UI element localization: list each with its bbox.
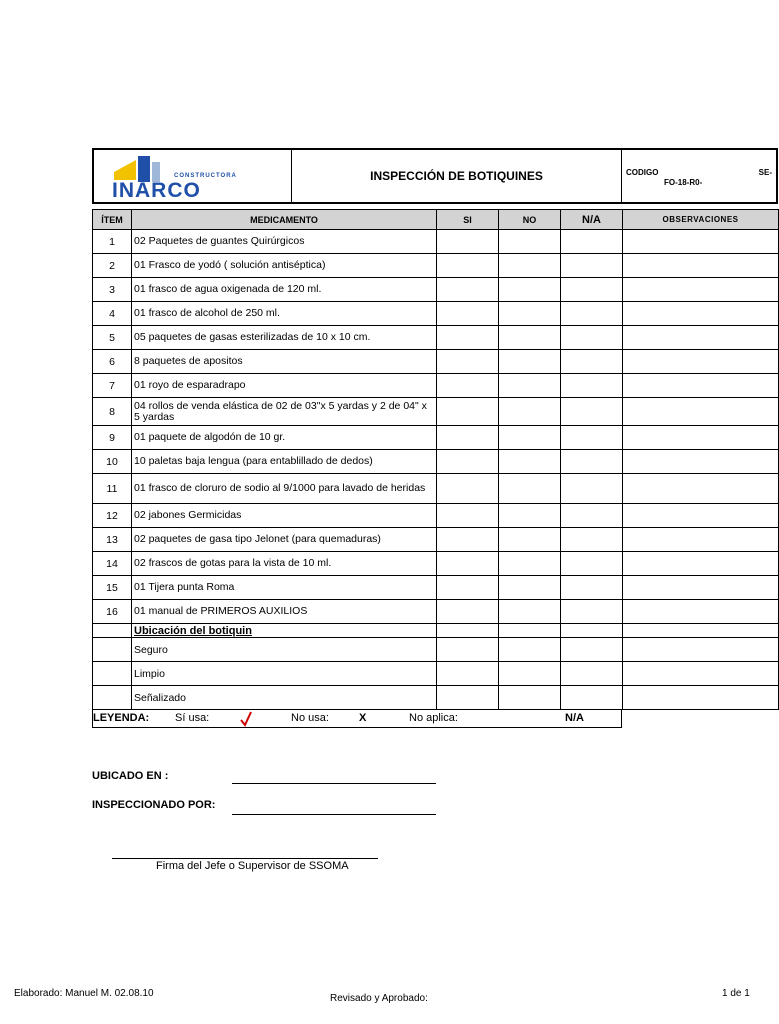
- checkmark-icon: [239, 710, 253, 728]
- no-check-cell[interactable]: [499, 426, 561, 450]
- medicamento-cell: 8 paquetes de apositos: [132, 350, 437, 374]
- na-check-cell[interactable]: [561, 662, 623, 686]
- na-check-cell[interactable]: [561, 576, 623, 600]
- observaciones-cell[interactable]: [623, 326, 779, 350]
- observaciones-cell[interactable]: [623, 552, 779, 576]
- medicamento-cell: 01 Frasco de yodó ( solución antiséptica): [132, 254, 437, 278]
- medicamento-cell: 01 manual de PRIMEROS AUXILIOS: [132, 600, 437, 624]
- col-item: ÍTEM: [93, 210, 132, 230]
- col-observaciones: OBSERVACIONES: [623, 210, 779, 230]
- na-check-cell[interactable]: [561, 474, 623, 504]
- na-check-cell[interactable]: [561, 350, 623, 374]
- ubicacion-label: Limpio: [132, 662, 437, 686]
- observaciones-cell[interactable]: [623, 350, 779, 374]
- na-check-cell[interactable]: [561, 230, 623, 254]
- item-number: 16: [93, 600, 132, 624]
- code-value: FO-18-R0-: [664, 178, 703, 187]
- table-row: [93, 426, 779, 450]
- si-check-cell[interactable]: [437, 686, 499, 710]
- item-number: 14: [93, 552, 132, 576]
- si-check-cell[interactable]: [437, 450, 499, 474]
- observaciones-cell[interactable]: [623, 398, 779, 426]
- item-number: 12: [93, 504, 132, 528]
- no-check-cell[interactable]: [499, 230, 561, 254]
- si-check-cell[interactable]: [437, 576, 499, 600]
- no-check-cell[interactable]: [499, 504, 561, 528]
- empty-cell: [623, 624, 779, 638]
- empty-cell: [93, 686, 132, 710]
- no-check-cell[interactable]: [499, 374, 561, 398]
- empty-cell: [93, 624, 132, 638]
- item-number: 1: [93, 230, 132, 254]
- si-check-cell[interactable]: [437, 474, 499, 504]
- item-number: 6: [93, 350, 132, 374]
- na-check-cell[interactable]: [561, 504, 623, 528]
- no-check-cell[interactable]: [499, 552, 561, 576]
- no-check-cell[interactable]: [499, 326, 561, 350]
- no-check-cell[interactable]: [499, 350, 561, 374]
- no-check-cell[interactable]: [499, 662, 561, 686]
- na-check-cell[interactable]: [561, 450, 623, 474]
- medicamento-cell: 02 jabones Germicidas: [132, 504, 437, 528]
- observaciones-cell[interactable]: [623, 638, 779, 662]
- no-check-cell[interactable]: [499, 600, 561, 624]
- no-check-cell[interactable]: [499, 450, 561, 474]
- si-check-cell[interactable]: [437, 600, 499, 624]
- code-label: CODIGO: [626, 168, 659, 177]
- medicamento-cell: 10 paletas baja lengua (para entablillado de dedos): [132, 450, 437, 474]
- no-check-cell[interactable]: [499, 278, 561, 302]
- observaciones-cell[interactable]: [623, 426, 779, 450]
- observaciones-cell[interactable]: [623, 662, 779, 686]
- ubicado-label: UBICADO EN :: [92, 770, 169, 782]
- observaciones-cell[interactable]: [623, 504, 779, 528]
- si-check-cell[interactable]: [437, 254, 499, 278]
- empty-cell: [93, 662, 132, 686]
- na-check-cell[interactable]: [561, 398, 623, 426]
- table-row: [93, 474, 779, 504]
- legend-na-mark: N/A: [565, 712, 584, 724]
- footer-page: 1 de 1: [722, 988, 750, 999]
- form-title: INSPECCIÓN DE BOTIQUINES: [292, 150, 622, 202]
- si-check-cell[interactable]: [437, 552, 499, 576]
- medicamento-cell: 02 paquetes de gasa tipo Jelonet (para quemaduras): [132, 528, 437, 552]
- table-row: [93, 576, 779, 600]
- ubicacion-title: Ubicación del botiquin: [132, 624, 437, 638]
- table-row: [93, 254, 779, 278]
- observaciones-cell[interactable]: [623, 450, 779, 474]
- col-na: N/A: [561, 210, 623, 230]
- table-row: [93, 600, 779, 624]
- si-check-cell[interactable]: [437, 278, 499, 302]
- medicamento-cell: 04 rollos de venda elástica de 02 de 03"x 5 yardas y 2 de 04" x 5 yardas: [132, 398, 437, 426]
- logo-cell: [94, 150, 292, 202]
- na-check-cell[interactable]: [561, 552, 623, 576]
- table-row: [93, 230, 779, 254]
- empty-cell: [437, 624, 499, 638]
- na-check-cell[interactable]: [561, 638, 623, 662]
- observaciones-cell[interactable]: [623, 302, 779, 326]
- medicamento-cell: 02 Paquetes de guantes Quirúrgicos: [132, 230, 437, 254]
- table-row: [93, 302, 779, 326]
- medicamento-cell: 02 frascos de gotas para la vista de 10 ml.: [132, 552, 437, 576]
- no-check-cell[interactable]: [499, 254, 561, 278]
- observaciones-cell[interactable]: [623, 230, 779, 254]
- si-check-cell[interactable]: [437, 398, 499, 426]
- medicamento-cell: 01 paquete de algodón de 10 gr.: [132, 426, 437, 450]
- company-sub-text: CONSTRUCTORA: [174, 173, 237, 179]
- ubicacion-row: [93, 686, 779, 710]
- table-header-row: [93, 210, 779, 230]
- footer-revisado: Revisado y Aprobado:: [330, 993, 428, 1004]
- col-si: SI: [437, 210, 499, 230]
- legend-si: Sí usa:: [175, 712, 210, 724]
- observaciones-cell[interactable]: [623, 278, 779, 302]
- observaciones-cell[interactable]: [623, 374, 779, 398]
- table-row: [93, 552, 779, 576]
- medicamento-cell: 05 paquetes de gasas esterilizadas de 10 x 10 cm.: [132, 326, 437, 350]
- item-number: 2: [93, 254, 132, 278]
- item-number: 7: [93, 374, 132, 398]
- table-row: [93, 450, 779, 474]
- no-check-cell[interactable]: [499, 686, 561, 710]
- legend-no: No usa:: [291, 712, 329, 724]
- item-number: 11: [93, 474, 132, 504]
- medicamento-cell: 01 frasco de alcohol de 250 ml.: [132, 302, 437, 326]
- legend-row: [92, 709, 622, 728]
- item-number: 13: [93, 528, 132, 552]
- form-header: [92, 148, 778, 204]
- no-check-cell[interactable]: [499, 302, 561, 326]
- ubicacion-row: [93, 662, 779, 686]
- si-check-cell[interactable]: [437, 302, 499, 326]
- no-check-cell[interactable]: [499, 528, 561, 552]
- footer-elaborado: Elaborado: Manuel M. 02.08.10: [14, 988, 154, 999]
- item-number: 8: [93, 398, 132, 426]
- item-number: 4: [93, 302, 132, 326]
- observaciones-cell[interactable]: [623, 576, 779, 600]
- na-check-cell[interactable]: [561, 426, 623, 450]
- legend-no-mark: X: [359, 712, 367, 724]
- si-check-cell[interactable]: [437, 230, 499, 254]
- si-check-cell[interactable]: [437, 426, 499, 450]
- ubicacion-row: [93, 638, 779, 662]
- table-row: [93, 278, 779, 302]
- item-number: 9: [93, 426, 132, 450]
- na-check-cell[interactable]: [561, 302, 623, 326]
- si-check-cell[interactable]: [437, 374, 499, 398]
- na-check-cell[interactable]: [561, 278, 623, 302]
- si-check-cell[interactable]: [437, 662, 499, 686]
- no-check-cell[interactable]: [499, 398, 561, 426]
- table-row: [93, 528, 779, 552]
- code-cell: [622, 150, 776, 202]
- table-row: [93, 326, 779, 350]
- na-check-cell[interactable]: [561, 600, 623, 624]
- table-row: [93, 350, 779, 374]
- na-check-cell[interactable]: [561, 374, 623, 398]
- code-prefix: SE-: [758, 168, 772, 177]
- inarco-logo: [94, 150, 288, 202]
- observaciones-cell[interactable]: [623, 600, 779, 624]
- medicamento-cell: 01 frasco de agua oxigenada de 120 ml.: [132, 278, 437, 302]
- observaciones-cell[interactable]: [623, 474, 779, 504]
- si-check-cell[interactable]: [437, 350, 499, 374]
- item-number: 3: [93, 278, 132, 302]
- observaciones-cell[interactable]: [623, 528, 779, 552]
- item-number: 10: [93, 450, 132, 474]
- no-check-cell[interactable]: [499, 474, 561, 504]
- observaciones-cell[interactable]: [623, 686, 779, 710]
- si-check-cell[interactable]: [437, 326, 499, 350]
- firma-field[interactable]: [112, 858, 378, 859]
- no-check-cell[interactable]: [499, 576, 561, 600]
- inspeccionado-label: INSPECCIONADO POR:: [92, 799, 216, 811]
- no-check-cell[interactable]: [499, 638, 561, 662]
- legend-na: No aplica:: [409, 712, 458, 724]
- ubicado-field[interactable]: [232, 783, 436, 784]
- observaciones-cell[interactable]: [623, 254, 779, 278]
- table-row: [93, 504, 779, 528]
- na-check-cell[interactable]: [561, 326, 623, 350]
- ubicacion-label: Señalizado: [132, 686, 437, 710]
- empty-cell: [499, 624, 561, 638]
- table-row: [93, 374, 779, 398]
- empty-cell: [561, 624, 623, 638]
- item-number: 15: [93, 576, 132, 600]
- legend-label: LEYENDA:: [93, 712, 150, 724]
- ubicacion-title-row: [93, 624, 779, 638]
- medicamento-cell: 01 Tijera punta Roma: [132, 576, 437, 600]
- inspeccionado-field[interactable]: [232, 814, 436, 815]
- table-row: [93, 398, 779, 426]
- col-no: NO: [499, 210, 561, 230]
- na-check-cell[interactable]: [561, 528, 623, 552]
- na-check-cell[interactable]: [561, 254, 623, 278]
- si-check-cell[interactable]: [437, 528, 499, 552]
- item-number: 5: [93, 326, 132, 350]
- medicamento-cell: 01 frasco de cloruro de sodio al 9/1000 para lavado de heridas: [132, 474, 437, 504]
- col-medicamento: MEDICAMENTO: [132, 210, 437, 230]
- ubicacion-label: Seguro: [132, 638, 437, 662]
- empty-cell: [93, 638, 132, 662]
- si-check-cell[interactable]: [437, 504, 499, 528]
- si-check-cell[interactable]: [437, 638, 499, 662]
- na-check-cell[interactable]: [561, 686, 623, 710]
- company-name: INARCO: [112, 179, 201, 202]
- checklist-table: [92, 209, 779, 710]
- firma-label: Firma del Jefe o Supervisor de SSOMA: [156, 860, 349, 872]
- medicamento-cell: 01 royo de esparadrapo: [132, 374, 437, 398]
